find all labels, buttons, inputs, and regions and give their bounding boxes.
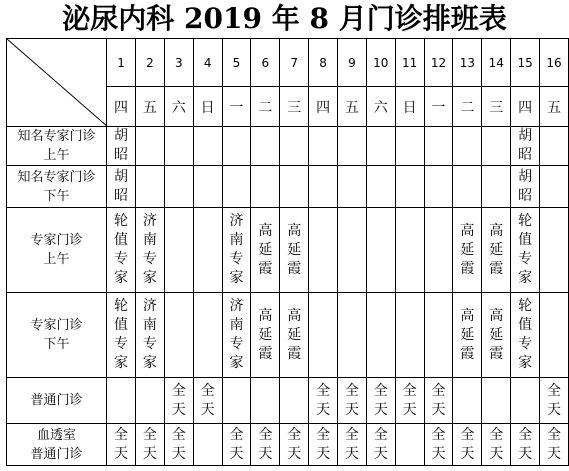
schedule-cell <box>251 424 280 466</box>
schedule-cell <box>280 208 309 293</box>
schedule-cell <box>366 166 395 208</box>
row-label-line: 专家门诊 <box>30 233 83 248</box>
schedule-cell <box>453 127 482 166</box>
schedule-cell <box>511 293 540 378</box>
schedule-cell <box>395 293 424 378</box>
schedule-cell <box>453 166 482 208</box>
schedule-cell <box>164 293 193 378</box>
schedule-cell <box>193 208 222 293</box>
schedule-cell <box>482 424 511 466</box>
row-label-line: 上午 <box>43 148 70 163</box>
schedule-cell-text: 济南专家 <box>142 213 157 286</box>
schedule-cell-text: 全天 <box>518 426 533 462</box>
row-label <box>7 166 107 208</box>
schedule-row <box>7 166 569 208</box>
schedule-cell <box>395 166 424 208</box>
schedule-cell-text: 全天 <box>373 426 388 462</box>
schedule-cell <box>511 378 540 424</box>
row-label <box>7 208 107 293</box>
day-number: 1 <box>107 39 136 87</box>
schedule-cell-text: 高延霞 <box>287 307 302 362</box>
row-label-line: 专家门诊 <box>30 318 83 333</box>
schedule-cell <box>482 127 511 166</box>
schedule-cell <box>395 208 424 293</box>
schedule-cell <box>135 166 164 208</box>
schedule-cell-text: 高延霞 <box>460 307 475 362</box>
schedule-cell <box>511 166 540 208</box>
schedule-cell-text: 高延霞 <box>258 222 273 277</box>
weekday: 六 <box>164 87 193 127</box>
schedule-cell <box>251 208 280 293</box>
day-number: 9 <box>338 39 367 87</box>
schedule-cell <box>251 378 280 424</box>
schedule-cell <box>424 378 453 424</box>
schedule-cell <box>107 378 136 424</box>
schedule-cell <box>193 166 222 208</box>
schedule-cell <box>164 166 193 208</box>
row-label <box>7 424 107 466</box>
schedule-cell-text: 全天 <box>171 426 186 462</box>
row-label-line: 知名专家门诊 <box>17 169 96 185</box>
weekday: 六 <box>366 87 395 127</box>
schedule-cell <box>540 293 569 378</box>
schedule-cell <box>222 208 251 293</box>
schedule-cell <box>222 127 251 166</box>
day-number: 11 <box>395 39 424 87</box>
schedule-cell <box>366 378 395 424</box>
schedule-cell <box>424 127 453 166</box>
schedule-cell <box>193 424 222 466</box>
row-label-line: 普通门诊 <box>30 446 83 462</box>
schedule-cell-text: 全天 <box>200 382 215 418</box>
schedule-cell <box>135 424 164 466</box>
schedule-cell <box>164 424 193 466</box>
weekday: 三 <box>280 87 309 127</box>
schedule-cell <box>511 208 540 293</box>
day-number: 8 <box>309 39 338 87</box>
schedule-cell-text: 全天 <box>460 426 475 462</box>
day-number-row <box>7 39 569 87</box>
schedule-row <box>7 293 569 378</box>
schedule-cell-text: 胡昭 <box>114 168 129 204</box>
schedule-cell-text: 胡昭 <box>518 168 533 204</box>
schedule-row <box>7 208 569 293</box>
schedule-cell-text: 全天 <box>431 382 446 418</box>
weekday: 一 <box>222 87 251 127</box>
weekday: 二 <box>251 87 280 127</box>
schedule-cell <box>338 293 367 378</box>
row-label-line: 血透室 <box>37 427 77 443</box>
schedule-row <box>7 127 569 166</box>
schedule-cell <box>193 378 222 424</box>
schedule-cell <box>482 293 511 378</box>
schedule-cell-text: 轮值专家 <box>518 213 533 286</box>
schedule-cell <box>482 378 511 424</box>
schedule-cell <box>338 378 367 424</box>
row-label <box>7 127 107 166</box>
schedule-cell <box>366 127 395 166</box>
day-number: 10 <box>366 39 395 87</box>
schedule-cell-text: 全天 <box>547 382 561 418</box>
schedule-cell <box>222 378 251 424</box>
schedule-cell <box>309 293 338 378</box>
schedule-cell-text: 高延霞 <box>287 222 302 277</box>
page-title: 泌尿内科 2019 年 8 月门诊排班表 <box>62 2 507 35</box>
weekday: 四 <box>309 87 338 127</box>
schedule-cell <box>366 424 395 466</box>
schedule-row <box>7 424 569 466</box>
schedule-cell <box>540 378 569 424</box>
row-label-line: 知名专家门诊 <box>17 129 96 144</box>
day-number: 6 <box>251 39 280 87</box>
schedule-cell <box>511 424 540 466</box>
schedule-cell-text: 济南专家 <box>229 213 244 286</box>
schedule-cell <box>193 127 222 166</box>
day-number: 16 <box>540 39 569 87</box>
schedule-cell <box>107 166 136 208</box>
schedule-cell <box>540 424 569 466</box>
schedule-cell <box>338 208 367 293</box>
schedule-cell <box>338 424 367 466</box>
schedule-cell <box>222 293 251 378</box>
schedule-cell <box>309 127 338 166</box>
schedule-cell-text: 全天 <box>287 426 302 462</box>
schedule-cell <box>511 127 540 166</box>
schedule-cell <box>424 424 453 466</box>
row-label-line: 上午 <box>43 252 70 267</box>
schedule-row <box>7 378 569 424</box>
schedule-cell <box>251 166 280 208</box>
weekday: 五 <box>540 87 569 127</box>
schedule-cell-text: 全天 <box>489 426 504 462</box>
schedule-cell <box>395 378 424 424</box>
weekday: 四 <box>511 87 540 127</box>
schedule-cell <box>164 378 193 424</box>
schedule-cell <box>453 424 482 466</box>
schedule-cell-text: 胡昭 <box>518 128 533 163</box>
schedule-cell <box>338 127 367 166</box>
schedule-cell <box>482 166 511 208</box>
schedule-cell <box>107 208 136 293</box>
weekday: 二 <box>453 87 482 127</box>
schedule-cell <box>135 378 164 424</box>
weekday: 四 <box>107 87 136 127</box>
schedule-cell <box>309 208 338 293</box>
schedule-cell <box>222 424 251 466</box>
weekday: 日 <box>193 87 222 127</box>
schedule-cell <box>309 166 338 208</box>
weekday: 五 <box>338 87 367 127</box>
schedule-cell <box>309 378 338 424</box>
schedule-cell <box>222 166 251 208</box>
schedule-cell <box>107 293 136 378</box>
schedule-cell-text: 全天 <box>344 426 359 462</box>
schedule-cell-text: 济南专家 <box>142 298 157 371</box>
schedule-cell <box>135 127 164 166</box>
schedule-cell <box>540 127 569 166</box>
row-label-line: 下午 <box>43 188 70 204</box>
row-label-line: 下午 <box>43 337 70 352</box>
schedule-cell <box>193 293 222 378</box>
day-number: 14 <box>482 39 511 87</box>
schedule-cell-text: 胡昭 <box>114 128 129 163</box>
schedule-cell <box>453 293 482 378</box>
schedule-cell-text: 全天 <box>229 426 244 462</box>
schedule-cell-text: 轮值专家 <box>114 213 129 286</box>
row-label-line: 普通门诊 <box>30 393 83 408</box>
schedule-cell <box>309 424 338 466</box>
schedule-cell-text: 济南专家 <box>229 298 244 371</box>
schedule-cell <box>280 424 309 466</box>
schedule-cell-text: 全天 <box>547 426 561 462</box>
weekday: 日 <box>395 87 424 127</box>
schedule-cell <box>424 166 453 208</box>
day-number: 7 <box>280 39 309 87</box>
schedule-cell-text: 全天 <box>258 426 273 462</box>
schedule-cell <box>453 378 482 424</box>
schedule-cell <box>107 127 136 166</box>
schedule-cell <box>395 424 424 466</box>
schedule-cell-text: 全天 <box>316 426 331 462</box>
schedule-cell-text: 全天 <box>114 426 129 462</box>
schedule-cell <box>540 166 569 208</box>
schedule-cell-text: 高延霞 <box>489 222 504 277</box>
schedule-cell <box>280 166 309 208</box>
schedule-cell <box>453 208 482 293</box>
diagonal-line <box>7 39 108 127</box>
day-number: 4 <box>193 39 222 87</box>
schedule-cell <box>395 127 424 166</box>
day-number: 12 <box>424 39 453 87</box>
schedule-cell <box>366 208 395 293</box>
schedule-cell-text: 高延霞 <box>460 222 475 277</box>
schedule-cell <box>482 208 511 293</box>
day-number: 3 <box>164 39 193 87</box>
schedule-cell <box>338 166 367 208</box>
day-number: 5 <box>222 39 251 87</box>
schedule-cell-text: 全天 <box>344 382 359 418</box>
schedule-cell-text: 高延霞 <box>489 307 504 362</box>
schedule-cell <box>164 127 193 166</box>
schedule-cell <box>251 127 280 166</box>
day-number: 15 <box>511 39 540 87</box>
weekday: 五 <box>135 87 164 127</box>
schedule-cell <box>280 378 309 424</box>
schedule-cell-text: 高延霞 <box>258 307 273 362</box>
schedule-cell <box>135 208 164 293</box>
row-label <box>7 378 107 424</box>
schedule-cell <box>540 208 569 293</box>
schedule-cell <box>107 424 136 466</box>
schedule-cell <box>366 293 395 378</box>
schedule-cell-text: 轮值专家 <box>518 298 533 371</box>
schedule-cell-text: 全天 <box>373 382 388 418</box>
schedule-cell-text: 全天 <box>316 382 331 418</box>
schedule-cell <box>251 293 280 378</box>
day-number: 13 <box>453 39 482 87</box>
schedule-cell <box>424 293 453 378</box>
schedule-cell <box>135 293 164 378</box>
schedule-cell <box>280 127 309 166</box>
schedule-cell-text: 全天 <box>431 426 446 462</box>
schedule-cell-text: 轮值专家 <box>114 298 129 371</box>
day-number: 2 <box>135 39 164 87</box>
schedule-cell <box>424 208 453 293</box>
schedule-cell <box>164 208 193 293</box>
corner-cell <box>7 39 107 127</box>
weekday: 三 <box>482 87 511 127</box>
schedule-cell-text: 全天 <box>142 426 157 462</box>
weekday: 一 <box>424 87 453 127</box>
row-label <box>7 293 107 378</box>
schedule-table <box>6 38 569 466</box>
schedule-cell-text: 全天 <box>402 382 417 418</box>
schedule-cell <box>280 293 309 378</box>
schedule-cell-text: 全天 <box>171 382 186 418</box>
